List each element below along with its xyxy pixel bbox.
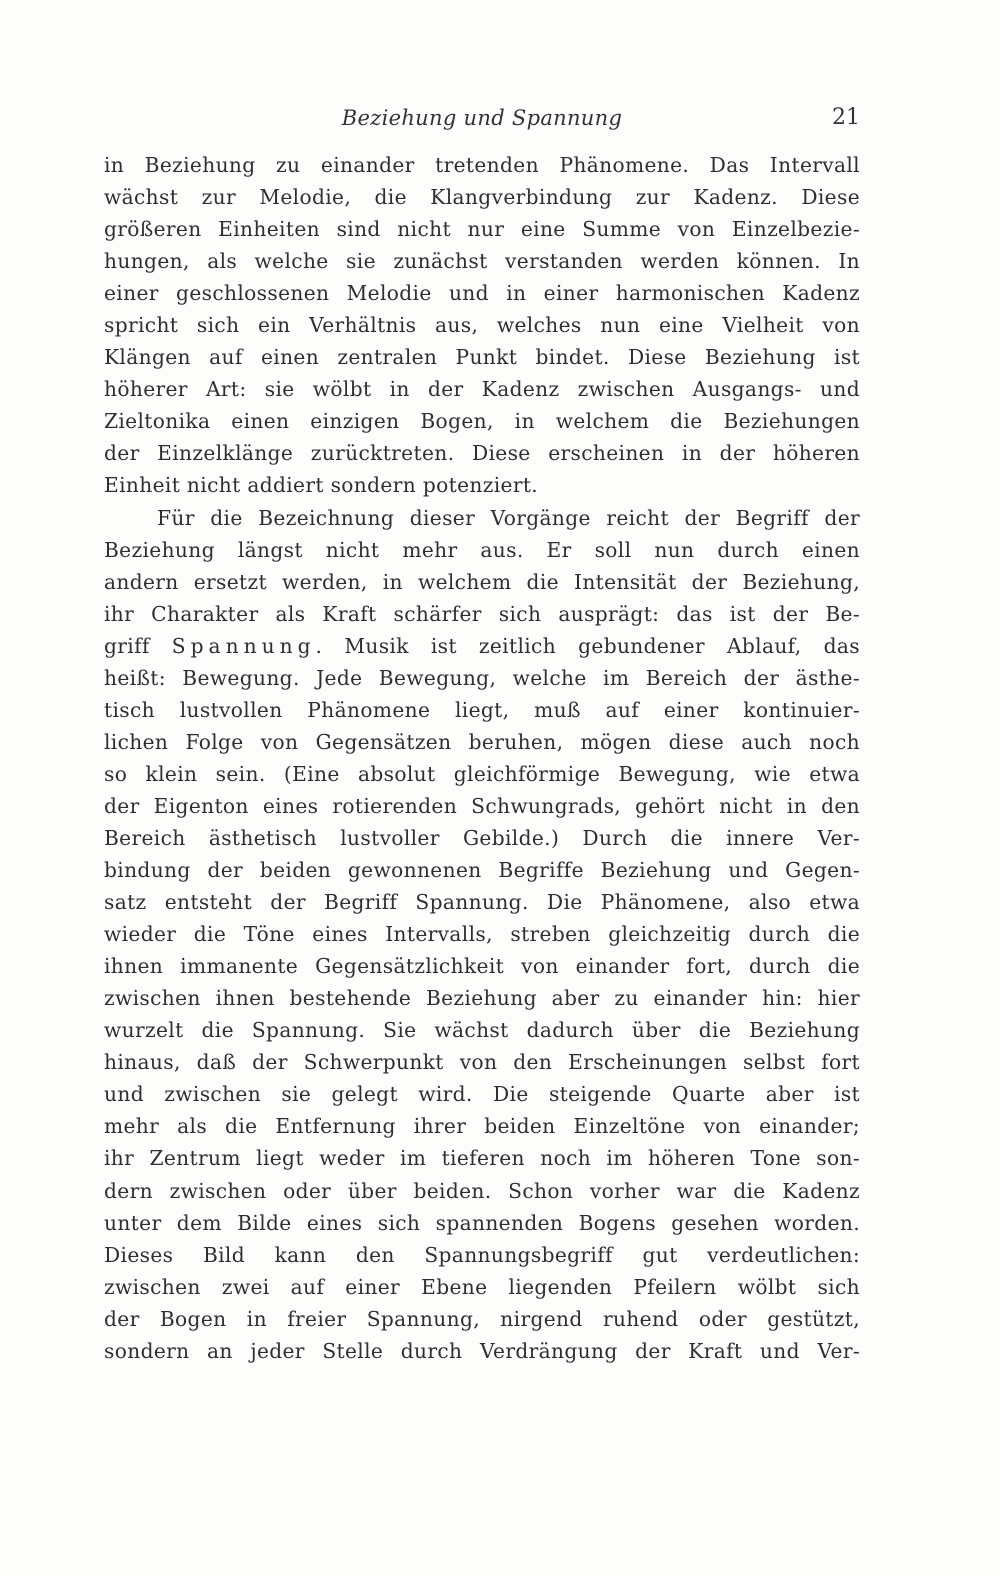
text-line: höherer Art: sie wölbt in der Kadenz zwischen Ausgangs- und	[104, 377, 860, 402]
text-line: hungen, als welche sie zunächst verstanden werden können. In	[104, 249, 860, 274]
text-line: tisch lustvollen Phänomene liegt, muß auf einer kontinuier-	[104, 697, 860, 722]
text-line: spricht sich ein Verhältnis aus, welches nun eine Vielheit von	[104, 313, 860, 338]
text-line: hinaus, daß der Schwerpunkt von den Erscheinungen selbst fort	[104, 1050, 860, 1075]
text-line: Klängen auf einen zentralen Punkt bindet. Diese Beziehung ist	[104, 345, 860, 370]
text-line: einer geschlossenen Melodie und in einer harmonischen Kadenz	[104, 281, 860, 306]
text-fragment: griff	[104, 633, 172, 658]
text-line: der Eigenton eines rotierenden Schwungrads, gehört nicht in den	[104, 793, 860, 818]
text-line: wächst zur Melodie, die Klangverbindung zur Kadenz. Diese	[104, 185, 860, 210]
text-line: unter dem Bilde eines sich spannenden Bogens gesehen worden.	[104, 1210, 860, 1235]
text-line: lichen Folge von Gegensätzen beruhen, mögen diese auch noch	[104, 729, 860, 754]
text-line: ihr Zentrum liegt weder im tieferen noch im höheren Tone son-	[104, 1146, 860, 1171]
text-fragment: . Musik ist zeitlich gebundener Ablauf, das	[315, 633, 860, 658]
text-line: satz entsteht der Begriff Spannung. Die Phänomene, also etwa	[104, 890, 860, 915]
text-line: bindung der beiden gewonnenen Begriffe Beziehung und Gegen-	[104, 858, 860, 883]
text-line: sondern an jeder Stelle durch Verdrängung der Kraft und Ver-	[104, 1338, 860, 1363]
text-line-spaced-term	[104, 630, 860, 662]
text-line: ihnen immanente Gegensätzlichkeit von einander fort, durch die	[104, 954, 860, 979]
text-line: Für die Bezeichnung dieser Vorgänge reicht der Begriff der	[157, 505, 860, 530]
text-line: Einheit nicht addiert sondern potenziert.	[104, 473, 539, 498]
text-line: heißt: Bewegung. Jede Bewegung, welche im Bereich der ästhe-	[104, 665, 860, 690]
text-line: so klein sein. (Eine absolut gleichförmige Bewegung, wie etwa	[104, 761, 860, 786]
text-line: Dieses Bild kann den Spannungsbegriff gut verdeutlichen:	[104, 1242, 860, 1267]
text-line: größeren Einheiten sind nicht nur eine Summe von Einzelbezie-	[104, 217, 860, 242]
text-line: wieder die Töne eines Intervalls, streben gleichzeitig durch die	[104, 922, 860, 947]
body-text	[104, 149, 860, 1367]
text-line: der Bogen in freier Spannung, nirgend ruhend oder gestützt,	[104, 1306, 860, 1331]
text-line: zwischen ihnen bestehende Beziehung aber zu einander hin: hier	[104, 986, 860, 1011]
text-line: Bereich ästhetisch lustvoller Gebilde.) Durch die innere Ver-	[104, 825, 860, 850]
running-title: Beziehung und Spannung	[341, 106, 623, 130]
text-line: der Einzelklänge zurücktreten. Diese erscheinen in der höheren	[104, 441, 860, 466]
text-line: Beziehung längst nicht mehr aus. Er soll nun durch einen	[104, 537, 860, 562]
text-line: wurzelt die Spannung. Sie wächst dadurch über die Beziehung	[104, 1018, 860, 1043]
text-line: zwischen zwei auf einer Ebene liegenden Pfeilern wölbt sich	[104, 1274, 860, 1299]
text-line: Zieltonika einen einzigen Bogen, in welchem die Beziehungen	[104, 409, 860, 434]
text-line: mehr als die Entfernung ihrer beiden Einzeltöne von einander;	[104, 1114, 860, 1139]
text-line: und zwischen sie gelegt wird. Die steigende Quarte aber ist	[104, 1082, 860, 1107]
spaced-emphasis: Spannung	[171, 633, 316, 658]
text-line: in Beziehung zu einander tretenden Phänomene. Das Intervall	[104, 153, 860, 177]
text-line: andern ersetzt werden, in welchem die Intensität der Beziehung,	[104, 569, 860, 594]
page-number: 21	[832, 105, 860, 130]
text-line: dern zwischen oder über beiden. Schon vorher war die Kadenz	[104, 1178, 860, 1203]
running-head	[104, 100, 860, 136]
text-line: ihr Charakter als Kraft schärfer sich ausprägt: das ist der Be-	[104, 601, 860, 626]
